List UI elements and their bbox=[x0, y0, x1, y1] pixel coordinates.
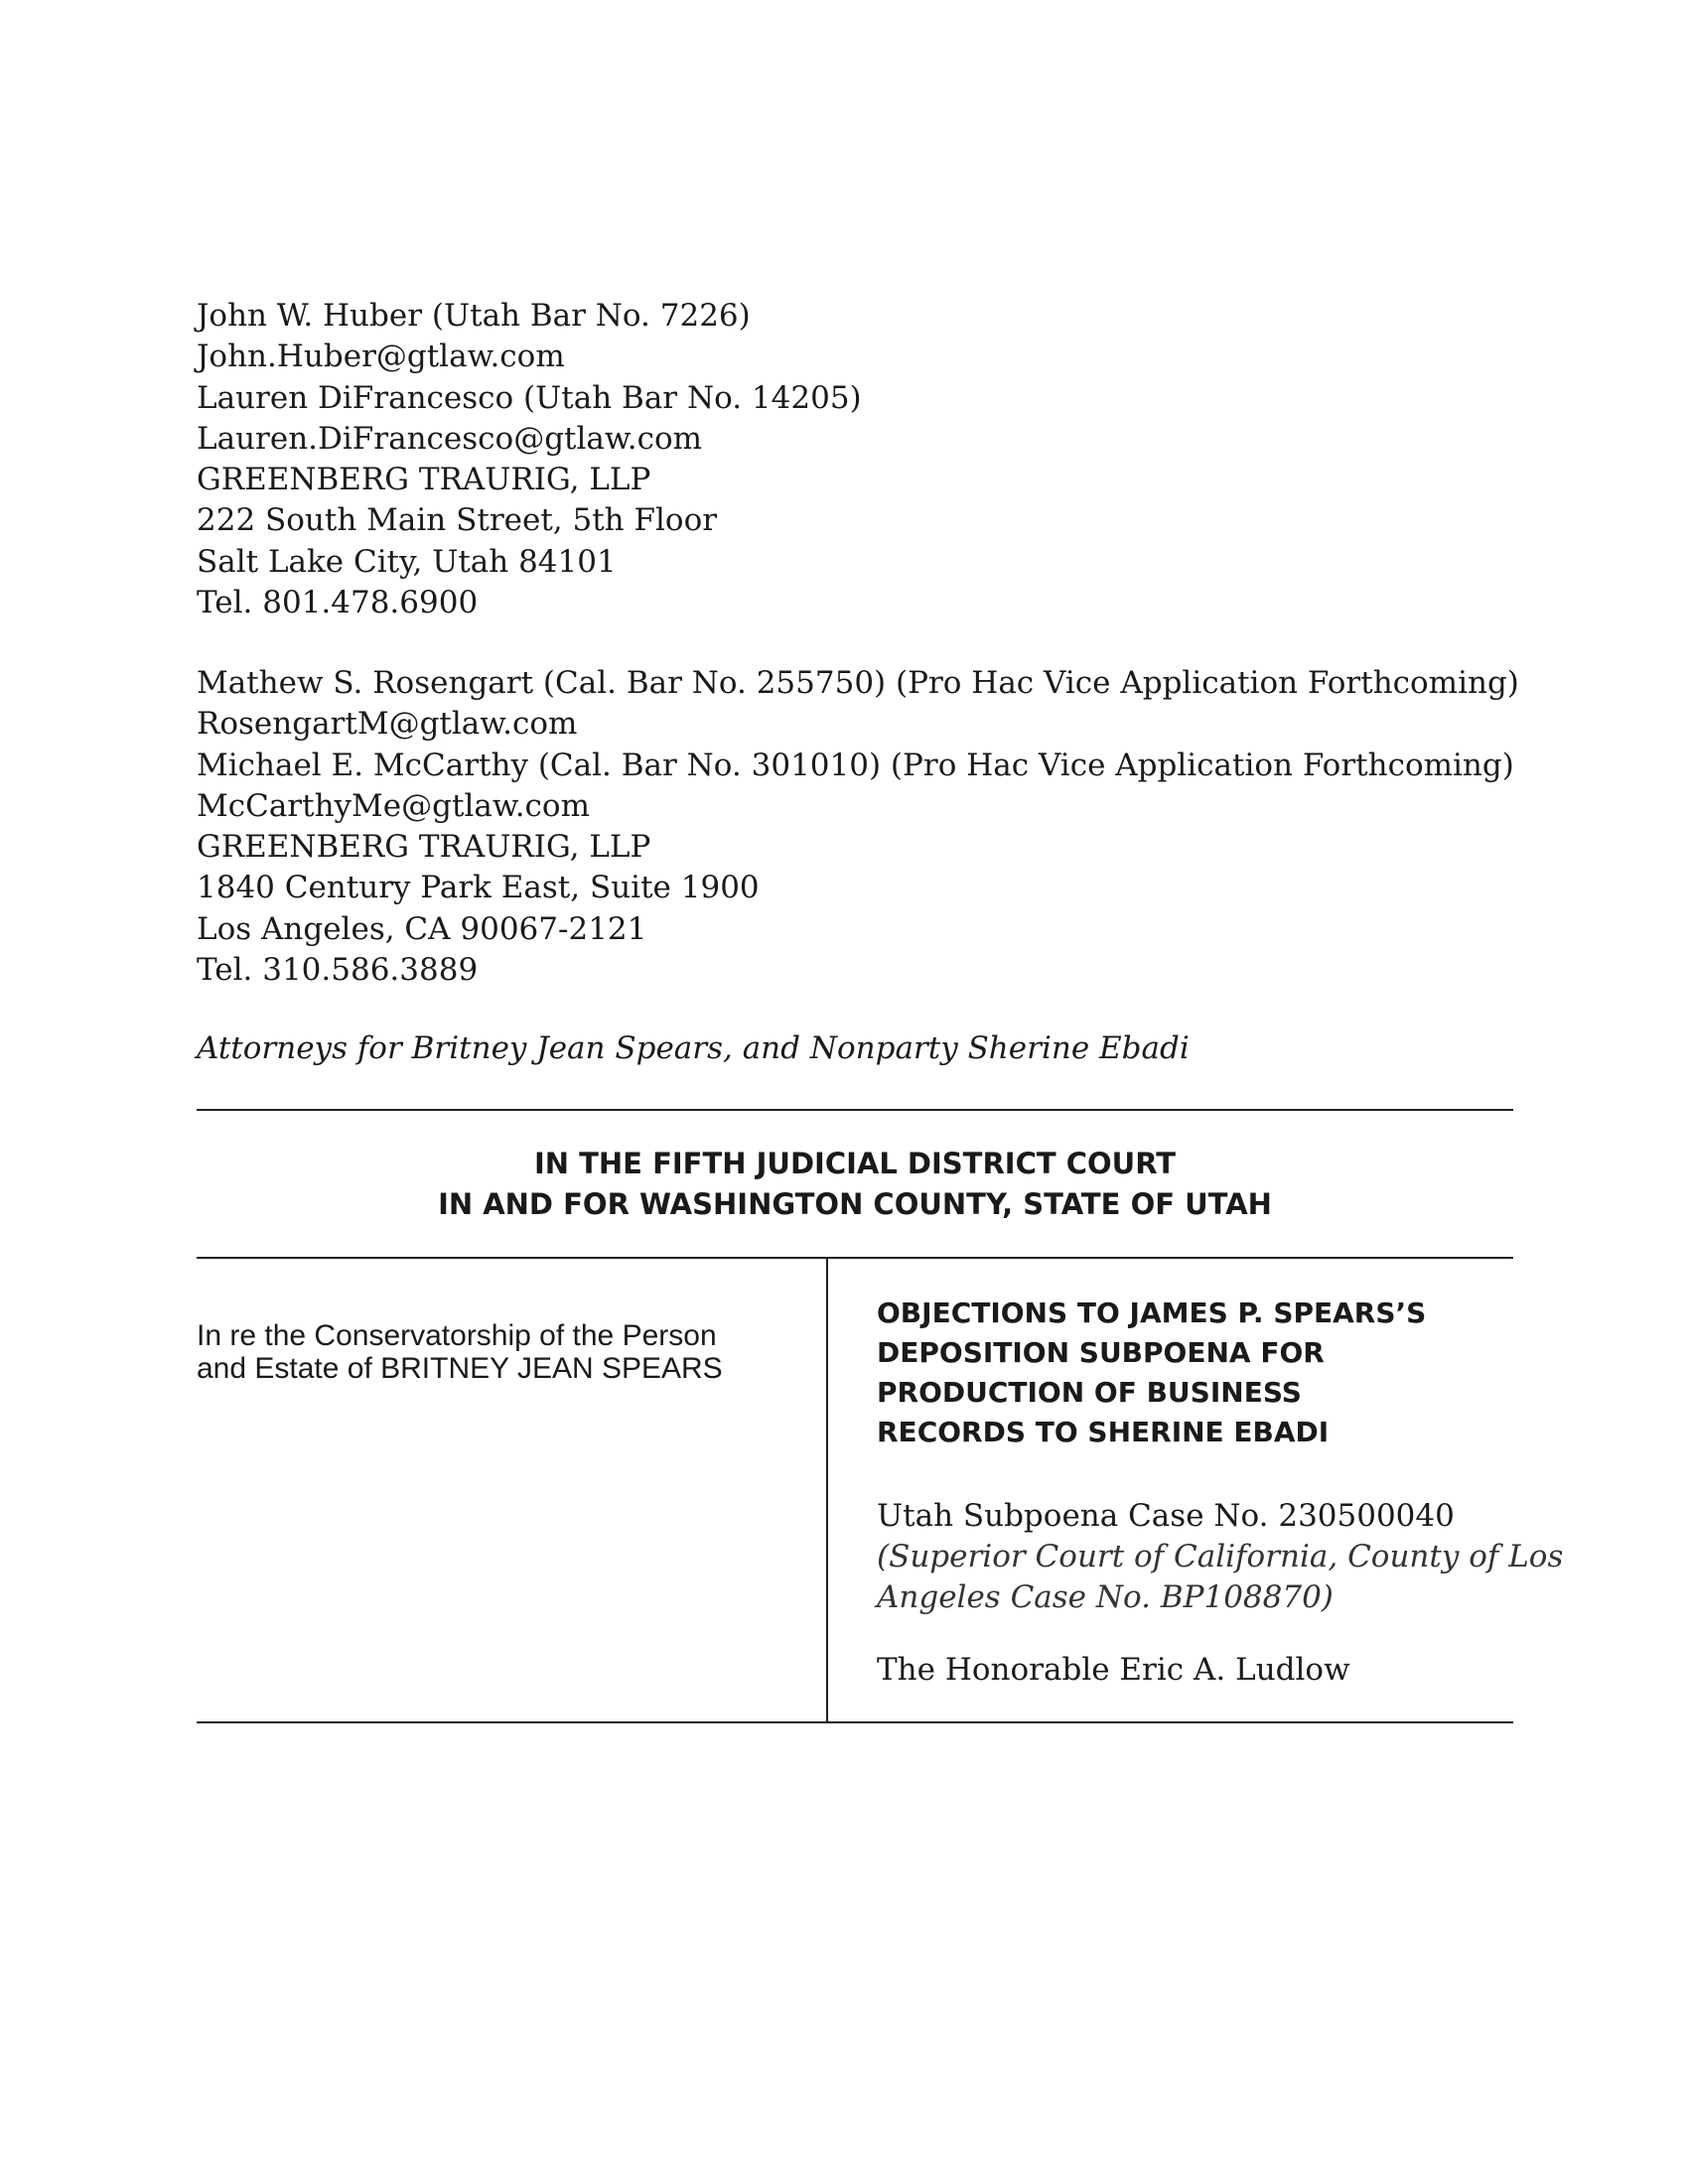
attorney-email: McCarthyMe@gtlaw.com bbox=[197, 787, 590, 824]
firm-address-street: 1840 Century Park East, Suite 1900 bbox=[197, 870, 760, 906]
attorneys-for-statement: Attorneys for Britney Jean Spears, and Nonparty Sherine Ebadi bbox=[197, 1030, 1190, 1066]
document-title-line: PRODUCTION OF BUSINESS bbox=[877, 1376, 1302, 1409]
caption-table-bottom-border bbox=[197, 1721, 1513, 1723]
attorney-name: Michael E. McCarthy (Cal. Bar No. 301010) (Pro Hac Vice Application Forthcoming) bbox=[197, 747, 1514, 783]
document-title bbox=[877, 1294, 1512, 1452]
document-title-line: DEPOSITION SUBPOENA FOR bbox=[877, 1336, 1325, 1369]
firm-phone: Tel. 801.478.6900 bbox=[197, 585, 479, 621]
attorney-email: John.Huber@gtlaw.com bbox=[197, 339, 565, 375]
superior-court-line: (Superior Court of California, County of Los bbox=[877, 1539, 1564, 1574]
judge-name: The Honorable Eric A. Ludlow bbox=[877, 1652, 1350, 1688]
divider-top bbox=[197, 1109, 1513, 1111]
firm-address-city: Los Angeles, CA 90067-2121 bbox=[197, 910, 647, 947]
case-caption-line: and Estate of BRITNEY JEAN SPEARS bbox=[197, 1352, 723, 1385]
counsel-block-california bbox=[197, 663, 1519, 991]
firm-name: GREENBERG TRAURIG, LLP bbox=[197, 829, 651, 866]
case-caption-line: In re the Conservatorship of the Person bbox=[197, 1319, 717, 1352]
document-title-line: RECORDS TO SHERINE EBADI bbox=[877, 1416, 1330, 1448]
court-heading bbox=[197, 1144, 1513, 1225]
court-heading-line: IN THE FIFTH JUDICIAL DISTRICT COURT bbox=[533, 1147, 1177, 1180]
document-title-line: OBJECTIONS TO JAMES P. SPEARS’S bbox=[877, 1297, 1427, 1329]
firm-name: GREENBERG TRAURIG, LLP bbox=[197, 462, 651, 498]
attorney-email: Lauren.DiFrancesco@gtlaw.com bbox=[197, 420, 703, 457]
case-number: Utah Subpoena Case No. 230500040 bbox=[877, 1498, 1455, 1534]
caption-table-column-divider bbox=[826, 1257, 828, 1721]
caption-table-top-border bbox=[197, 1257, 1513, 1259]
court-heading-line: IN AND FOR WASHINGTON COUNTY, STATE OF UTAH bbox=[438, 1187, 1272, 1221]
counsel-block-utah bbox=[197, 296, 862, 623]
firm-phone: Tel. 310.586.3889 bbox=[197, 952, 479, 989]
attorney-name: Mathew S. Rosengart (Cal. Bar No. 255750) (Pro Hac Vice Application Forthcoming) bbox=[197, 665, 1519, 701]
firm-address-city: Salt Lake City, Utah 84101 bbox=[197, 543, 617, 580]
attorney-name: John W. Huber (Utah Bar No. 7226) bbox=[197, 298, 751, 334]
superior-court-reference bbox=[877, 1537, 1563, 1618]
case-caption bbox=[197, 1319, 802, 1385]
firm-address-street: 222 South Main Street, 5th Floor bbox=[197, 502, 718, 539]
superior-court-line: Angeles Case No. BP108870) bbox=[877, 1579, 1334, 1615]
attorney-name: Lauren DiFrancesco (Utah Bar No. 14205) bbox=[197, 379, 862, 416]
attorney-email: RosengartM@gtlaw.com bbox=[197, 706, 578, 743]
